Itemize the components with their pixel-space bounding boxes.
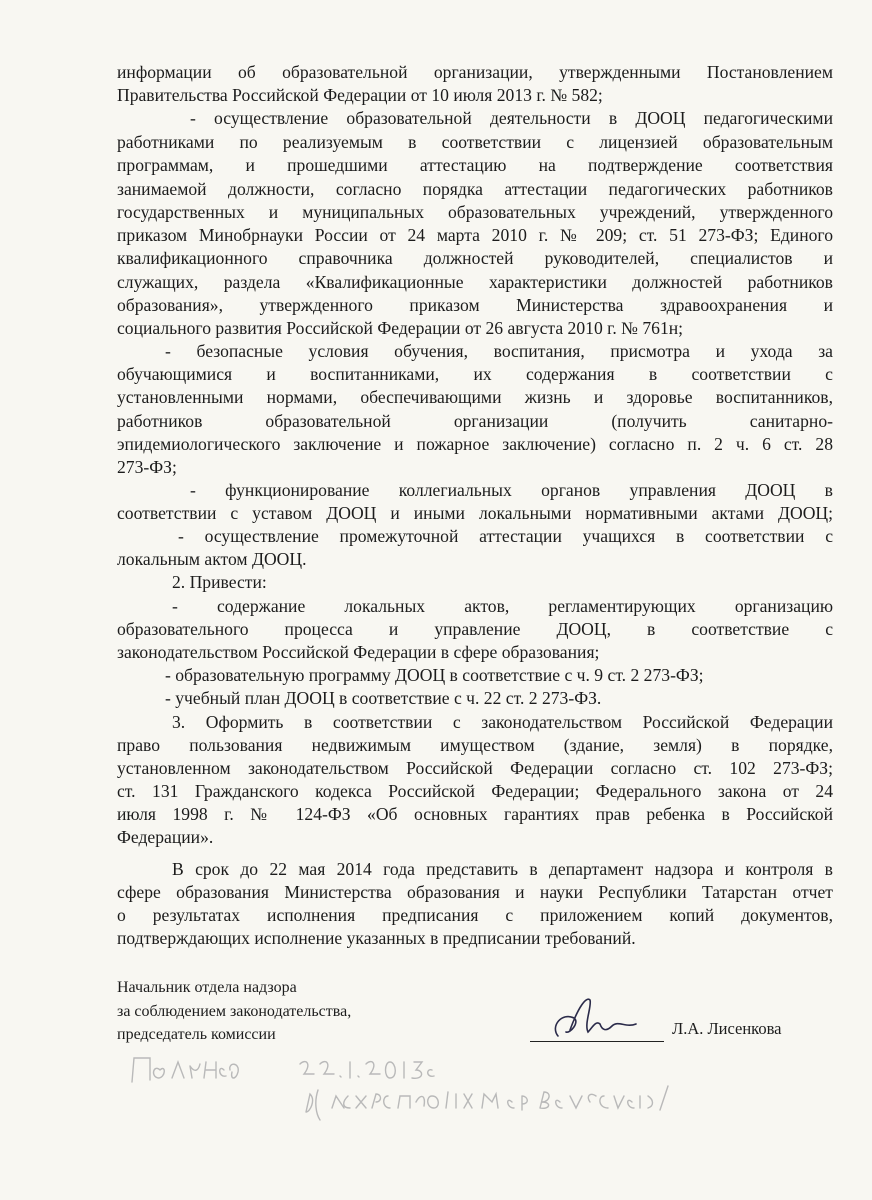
text-line: занимаемой должности, согласно порядка аттестации педагогических работников — [117, 179, 833, 199]
text-line: сфере образования Министерства образования и науки Республики Татарстан отчет — [117, 882, 833, 902]
text-line: - осуществление промежуточной аттестации учащихся в соответствии с — [178, 526, 833, 546]
text-line: подтверждающих исполнение указанных в предписании требований. — [117, 928, 636, 948]
text-line: квалификационного справочника должностей руководителей, специалистов и — [117, 248, 833, 268]
text-line: служащих, раздела «Квалификационные характеристики должностей работников — [117, 272, 833, 292]
signature-line — [530, 1041, 664, 1042]
text-line: приказом Минобрнауки России от 24 марта 2010 г. № 209; ст. 51 273-ФЗ; Единого — [117, 225, 833, 245]
signatory-position: председатель комиссии — [117, 1026, 276, 1043]
signatory-name: Л.А. Лисенкова — [672, 1019, 782, 1038]
text-line: право пользования недвижимым имуществом (здание, земля) в порядке, — [117, 735, 833, 755]
text-line: социального развития Российской Федерации от 26 августа 2010 г. № 761н; — [117, 318, 684, 338]
text-line: 273-ФЗ; — [117, 457, 177, 477]
text-line: - безопасные условия обучения, воспитания, присмотра и ухода за — [165, 341, 833, 361]
text-line: локальным актом ДООЦ. — [117, 549, 307, 569]
text-line: - содержание локальных актов, регламентирующих организацию — [172, 596, 833, 616]
text-line: - осуществление образовательной деятельности в ДООЦ педагогическими — [190, 108, 833, 128]
handwritten-signature — [540, 988, 660, 1048]
text-line: ст. 131 Гражданского кодекса Российской Федерации; Федерального закона от 24 — [117, 781, 833, 801]
text-line: установленном законодательством Российской Федерации согласно ст. 102 273-ФЗ; — [117, 758, 833, 778]
text-line: Правительства Российской Федерации от 10 июля 2013 г. № 582; — [117, 85, 603, 105]
signatory-position: за соблюдением законодательства, — [117, 1003, 352, 1020]
text-line: 3. Оформить в соответствии с законодательством Российской Федерации — [172, 712, 833, 732]
text-line: июля 1998 г. № 124-ФЗ «Об основных гарантиях прав ребенка в Российской — [117, 804, 833, 824]
text-line: образовательного процесса и управление ДООЦ, в соответствие с — [117, 619, 833, 639]
text-line: - функционирование коллегиальных органов управления ДООЦ в — [190, 480, 833, 500]
text-line: информации об образовательной организации, утвержденными Постановлением — [117, 62, 833, 82]
text-line: - образовательную программу ДООЦ в соответствие с ч. 9 ст. 2 273-ФЗ; — [165, 665, 704, 685]
text-line: обучающимися и воспитанниками, их содержания в соответствии с — [117, 364, 833, 384]
text-line: соответствии с уставом ДООЦ и иными локальными нормативными актами ДООЦ; — [117, 503, 833, 523]
signatory-position: Начальник отдела надзора — [117, 979, 297, 996]
text-line: 2. Привести: — [172, 572, 267, 592]
text-line: государственных и муниципальных образовательных учреждений, утвержденного — [117, 202, 833, 222]
text-line: работников образовательной организации (получить санитарно- — [117, 411, 833, 431]
text-line: образования», утвержденного приказом Министерства здравоохранения и — [117, 295, 833, 315]
text-line: - учебный план ДООЦ в соответствие с ч. 22 ст. 2 273-ФЗ. — [165, 688, 602, 708]
handwritten-receipt-note — [120, 1050, 820, 1150]
text-line: эпидемиологического заключение и пожарное заключение) согласно п. 2 ч. 6 ст. 28 — [117, 434, 833, 454]
text-line: законодательством Российской Федерации в сфере образования; — [117, 642, 600, 662]
text-line: установленными нормами, обеспечивающими жизнь и здоровье воспитанников, — [117, 387, 833, 407]
text-line: программам, и прошедшими аттестацию на подтверждение соответствия — [117, 155, 833, 175]
text-line: Федерации». — [117, 827, 214, 847]
text-line: В срок до 22 мая 2014 года представить в департамент надзора и контроля в — [172, 859, 833, 879]
text-line: о результатах исполнения предписания с приложением копий документов, — [117, 905, 833, 925]
text-line: работниками по реализуемым в соответствии с лицензией образовательным — [117, 132, 833, 152]
